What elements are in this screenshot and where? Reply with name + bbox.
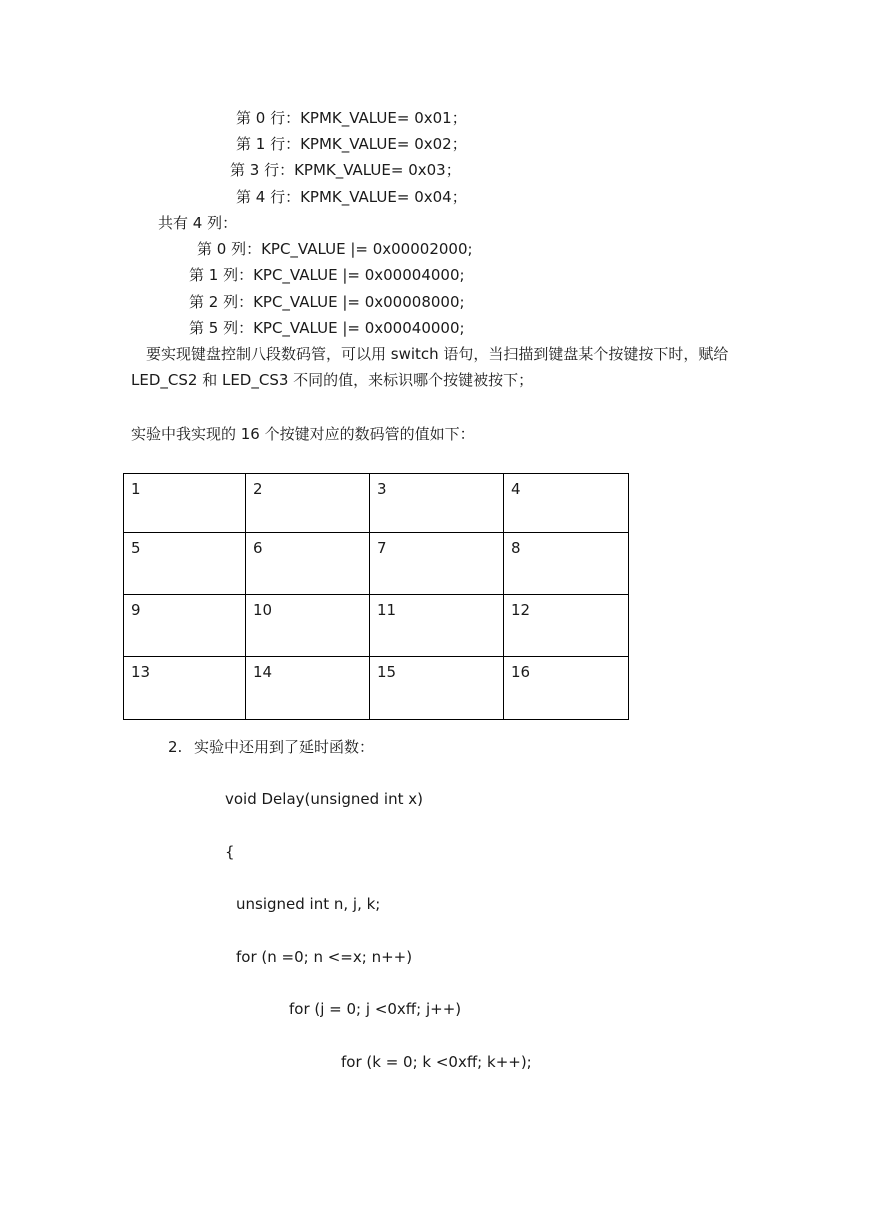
code-line: for (n =0; n <=x; n++) [236, 948, 413, 966]
code-line: void Delay(unsigned int x) [225, 790, 423, 808]
row-value-line: 第 0 行：KPMK_VALUE= 0x01； [236, 109, 467, 127]
table-row [124, 595, 629, 657]
table-cell: 12 [504, 595, 629, 657]
table-cell: 8 [504, 533, 629, 595]
key-value-table [123, 473, 629, 720]
code-line: { [225, 843, 235, 861]
column-value-line: 第 2 列：KPC_VALUE |= 0x00008000; [189, 293, 465, 311]
row-value-line: 第 4 行：KPMK_VALUE= 0x04； [236, 188, 467, 206]
table-intro: 实验中我实现的 16 个按键对应的数码管的值如下： [131, 425, 475, 443]
paragraph-line: 要实现键盘控制八段数码管，可以用 switch 语句，当扫描到键盘某个按键按下时，赋给 [146, 345, 729, 363]
column-value-line: 第 1 列：KPC_VALUE |= 0x00004000; [189, 266, 465, 284]
code-line: unsigned int n, j, k; [236, 895, 381, 913]
table-cell: 5 [124, 533, 246, 595]
table-cell: 7 [370, 533, 504, 595]
table-cell: 6 [246, 533, 370, 595]
code-line: for (k = 0; k <0xff; k++); [341, 1053, 532, 1071]
table-cell: 2 [246, 474, 370, 533]
table-cell: 14 [246, 657, 370, 720]
column-value-line: 第 5 列：KPC_VALUE |= 0x00040000; [189, 319, 465, 337]
column-value-line: 第 0 列：KPC_VALUE |= 0x00002000; [197, 240, 473, 258]
table-row [124, 474, 629, 533]
table-cell: 1 [124, 474, 246, 533]
columns-heading: 共有 4 列： [158, 214, 238, 232]
table-cell: 15 [370, 657, 504, 720]
table-cell: 13 [124, 657, 246, 720]
paragraph-line: LED_CS2 和 LED_CS3 不同的值，来标识哪个按键被按下； [131, 371, 534, 389]
table-cell: 4 [504, 474, 629, 533]
list-item-text: 实验中还用到了延时函数： [194, 738, 375, 756]
code-line: for (j = 0; j <0xff; j++) [289, 1000, 462, 1018]
list-item-number: 2. [168, 738, 183, 756]
table-cell: 10 [246, 595, 370, 657]
row-value-line: 第 1 行：KPMK_VALUE= 0x02； [236, 135, 467, 153]
table-row [124, 533, 629, 595]
table-row [124, 657, 629, 720]
table-cell: 16 [504, 657, 629, 720]
table-cell: 9 [124, 595, 246, 657]
row-value-line: 第 3 行：KPMK_VALUE= 0x03； [230, 161, 461, 179]
table-cell: 11 [370, 595, 504, 657]
table-cell: 3 [370, 474, 504, 533]
